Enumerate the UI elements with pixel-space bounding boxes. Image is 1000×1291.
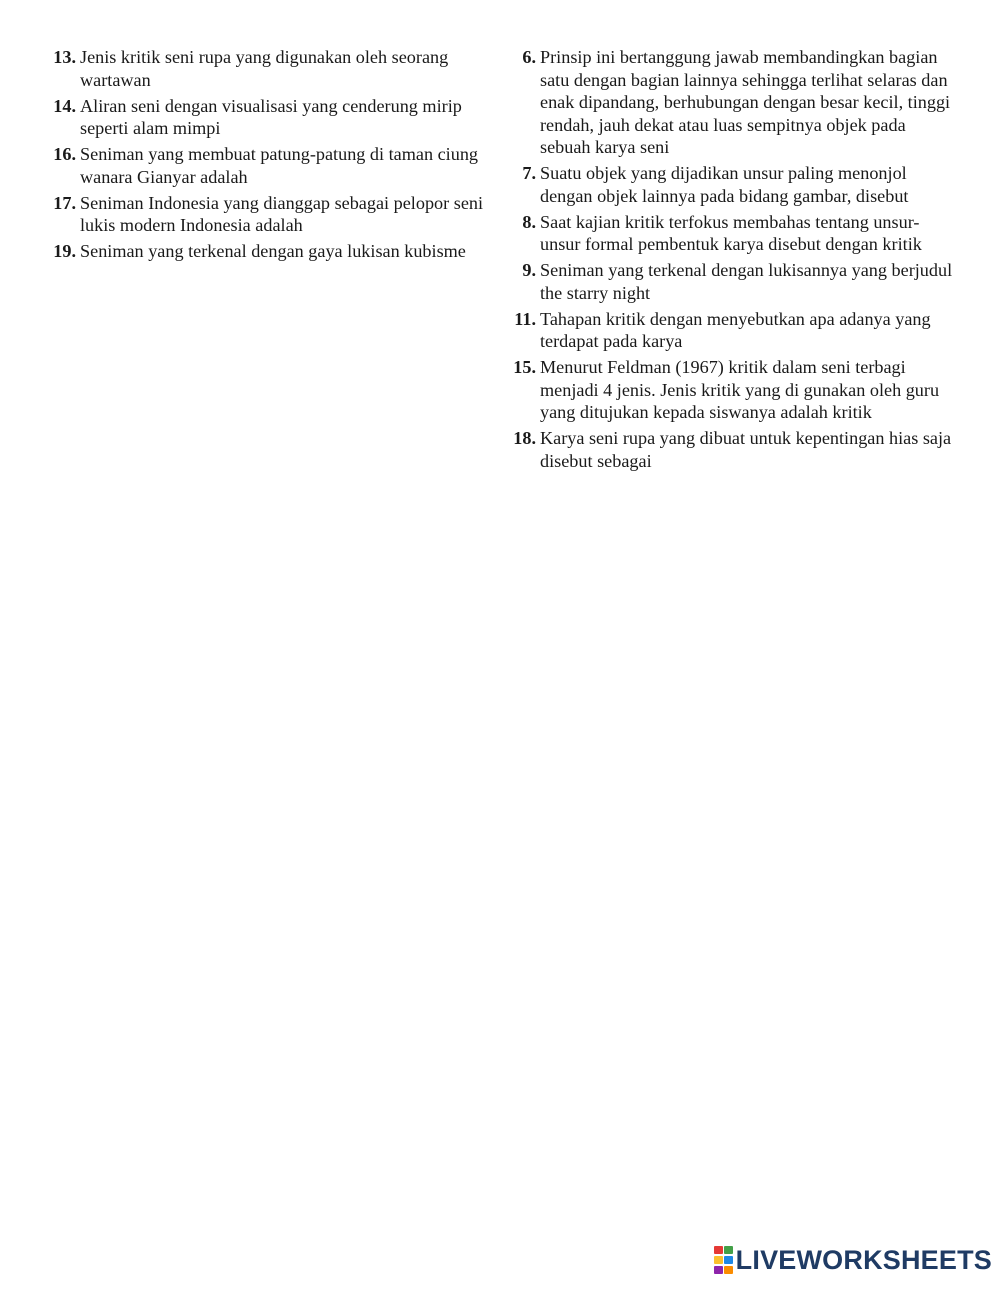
clue-number: 9. <box>522 260 536 280</box>
clue-text: Suatu objek yang dijadikan unsur paling menonjol dengan objek lainnya pada bidang gambar, disebut <box>540 163 909 206</box>
clue-text: Tahapan kritik dengan menyebutkan apa adanya yang terdapat pada karya <box>540 308 931 351</box>
clue-number: 19. <box>53 241 76 261</box>
clue-number: 6. <box>522 47 536 67</box>
clue-item <box>44 240 494 263</box>
clue-item <box>44 192 494 237</box>
clue-number: 16. <box>53 144 76 164</box>
logo-mark-cell <box>714 1256 723 1264</box>
clue-number: 11. <box>514 308 536 329</box>
clue-item <box>504 162 954 207</box>
clue-text: Karya seni rupa yang dibuat untuk kepentingan hias saja disebut sebagai <box>540 428 952 471</box>
logo-mark-cell <box>714 1246 723 1254</box>
clue-item <box>504 308 954 353</box>
clue-text: Seniman yang membuat patung-patung di taman ciung wanara Gianyar adalah <box>80 144 479 187</box>
clue-text: Prinsip ini bertanggung jawab membandingkan bagian satu dengan bagian lainnya sehingga terlihat selaras dan enak dipandang, berhubungan dengan besar kecil, tinggi rendah, jauh dekat atau luas sempitnya objek pada sebuah karya seni <box>540 47 951 157</box>
clue-number: 15. <box>513 357 536 377</box>
logo-mark-cell <box>714 1266 723 1274</box>
clue-text: Saat kajian kritik terfokus membahas tentang unsur-unsur formal pembentuk karya disebut dengan kritik <box>540 211 922 254</box>
clue-text: Seniman yang terkenal dengan gaya lukisan kubisme <box>80 241 466 261</box>
down-clues-column <box>44 46 494 266</box>
clue-item <box>44 143 494 188</box>
clue-text: Seniman yang terkenal dengan lukisannya yang berjudul the starry night <box>540 260 953 303</box>
clue-text: Aliran seni dengan visualisasi yang cenderung mirip seperti alam mimpi <box>80 95 462 138</box>
clue-item <box>504 356 954 424</box>
liveworksheets-logo <box>714 1247 992 1273</box>
logo-mark-cell <box>724 1246 733 1254</box>
clue-item <box>504 427 954 472</box>
liveworksheets-logo-text: LIVEWORKSHEETS <box>735 1245 992 1275</box>
liveworksheets-logo-icon <box>714 1246 733 1275</box>
clue-number: 8. <box>522 211 536 232</box>
across-clues-column <box>504 46 954 476</box>
clue-item <box>504 259 954 304</box>
clue-number: 18. <box>513 428 536 448</box>
clue-item <box>504 46 954 159</box>
clue-item <box>504 211 954 256</box>
clue-number: 7. <box>522 163 536 183</box>
clue-number: 14. <box>53 95 76 116</box>
clue-item <box>44 95 494 140</box>
clue-text: Jenis kritik seni rupa yang digunakan oleh seorang wartawan <box>80 47 449 90</box>
clue-text: Menurut Feldman (1967) kritik dalam seni terbagi menjadi 4 jenis. Jenis kritik yang di gunakan oleh guru yang ditujukan kepada siswanya adalah kritik <box>540 357 940 422</box>
clue-number: 17. <box>53 192 76 213</box>
clue-item <box>44 46 494 91</box>
logo-mark-cell <box>724 1256 733 1264</box>
clue-text: Seniman Indonesia yang dianggap sebagai pelopor seni lukis modern Indonesia adalah <box>80 192 484 235</box>
logo-mark-cell <box>724 1266 733 1274</box>
clue-number: 13. <box>53 47 76 67</box>
